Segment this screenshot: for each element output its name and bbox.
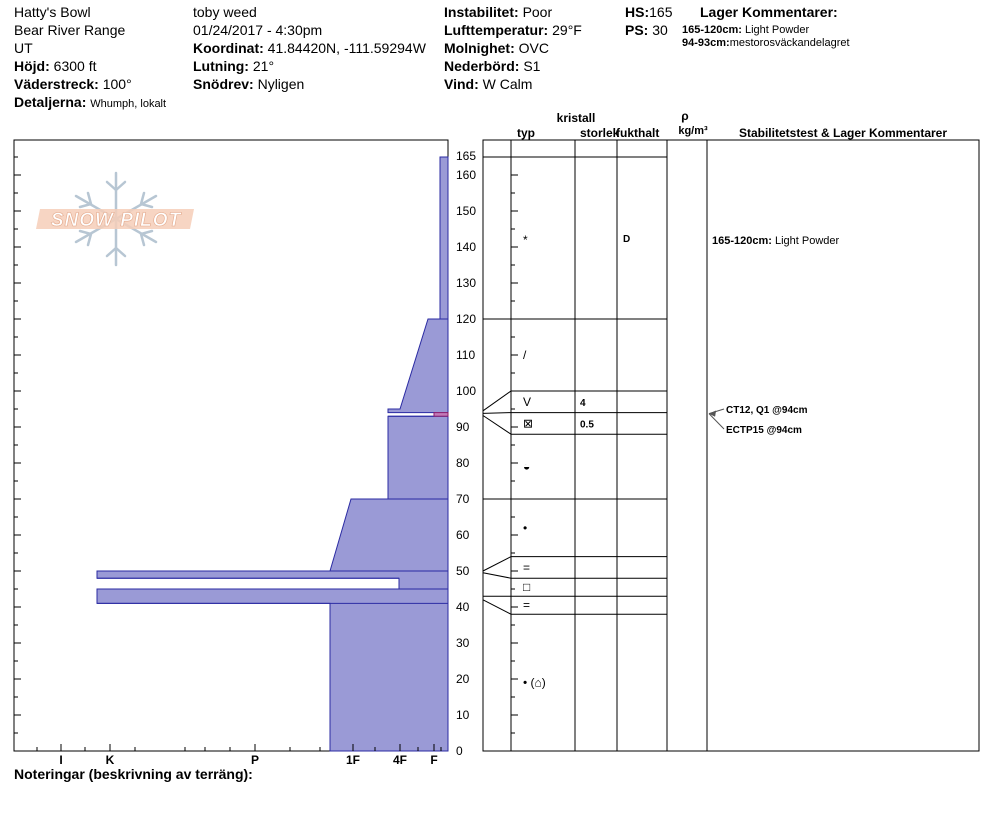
aspect-value: 100° [102,76,132,92]
depth-label-100: 100 [456,384,477,398]
depth-label-130: 130 [456,276,477,290]
hardness-label-i: I [59,753,63,767]
depth-label-0: 0 [456,744,463,758]
layer-cells [523,233,840,690]
grain-symbol-7: □ [523,580,531,595]
grain-symbol-0: * [523,232,528,247]
location-name: Hatty's Bowl [14,4,91,20]
hardness-label-p: P [250,753,260,767]
layer-table-frame [483,140,979,751]
sky-label: Molnighet: [444,40,515,56]
sky-value: OVC [518,40,549,56]
col-crystal: kristall [556,111,596,125]
layer-comment-1-text: Light Powder [745,24,810,36]
aspect-label: Väderstreck: [14,76,99,92]
hs-label: HS: [625,4,650,20]
grain-symbol-9: • (⌂) [523,675,546,690]
slope-value: 21° [252,58,275,74]
ps-label: PS: [625,22,649,38]
mountain-range: Bear River Range [14,22,126,38]
layer-comment-1-range: 165-120cm: [682,24,742,36]
drift-label: Snödrev: [193,76,254,92]
moisture-0: D [623,233,631,245]
ps-value: 30 [652,22,668,38]
col-rho: ρ [681,109,689,123]
grain-size-2: 4 [580,397,586,409]
depth-label-140: 140 [456,240,477,254]
col-type: typ [517,126,535,140]
left-axis-ticks [14,157,21,751]
depth-axis-labels [456,149,476,758]
layer-comment-2-range: 94-93cm: [682,37,730,49]
chart-layer-comment-range: 165-120cm: [712,234,775,247]
slope-label: Lutning: [193,58,249,74]
depth-label-110: 110 [456,348,476,362]
depth-label-165: 165 [456,149,477,163]
logo-text: SNOW PILOT [50,210,182,231]
depth-label-120: 120 [456,312,477,326]
drift-value: Nyligen [257,76,305,92]
observer: toby weed [193,4,257,20]
wind-label: Vind: [444,76,479,92]
column-dividers [511,140,707,751]
layer-comments-title: Lager Kommentarer: [700,4,838,20]
airtemp-label: Lufttemperatur: [444,22,549,38]
depth-label-20: 20 [456,672,470,686]
depth-label-60: 60 [456,528,470,542]
datetime: 01/24/2017 - 4:30pm [193,22,323,38]
hs-value: 165 [649,4,673,20]
col-stability: Stabilitetstest & Lager Kommentarer [738,126,948,140]
grain-symbol-3: ⊠ [523,416,534,431]
stability-tests [709,405,808,436]
depth-label-30: 30 [456,636,470,650]
col-density-unit: kg/m³ [678,125,708,137]
depth-label-150: 150 [456,204,477,218]
stability-value: Poor [522,4,553,20]
notes-label: Noteringar (beskrivning av terräng): [14,766,253,782]
stability-test-0: CT12, Q1 @94cm [726,405,808,416]
wind-value: W Calm [482,76,533,92]
snowpilot-logo [36,173,194,265]
depth-label-10: 10 [456,708,470,722]
hardness-bars [97,157,448,751]
grain-symbol-8: = [523,598,531,613]
stability-arrow-1 [709,414,724,429]
col-size: storlek [580,126,620,140]
hardness-label-1f: 1F [345,753,361,767]
details-value: Whumph, lokalt [90,98,167,110]
grain-symbol-6: = [523,560,531,575]
grain-symbol-1: / [523,348,527,362]
grain-symbol-5: • [523,520,528,535]
stability-test-1: ECTP15 @94cm [726,425,802,436]
inner-axis-ticks [511,157,518,751]
layer-comment-2-text: mestorosväckandelagret [729,37,850,49]
precip-label: Nederbörd: [444,58,520,74]
elevation-value: 6300 ft [53,58,97,74]
chart-layer-comment [712,235,840,247]
state: UT [14,40,33,56]
grain-size-3: 0.5 [580,419,594,431]
stability-label: Instabilitet: [444,4,519,20]
grain-symbol-2: V [523,394,532,409]
hardness-profile [97,157,448,751]
depth-label-50: 50 [456,564,470,578]
depth-label-40: 40 [456,600,470,614]
column-headers [517,109,947,140]
elevation-label: Höjd: [14,58,50,74]
depth-label-70: 70 [456,492,470,506]
coord-label: Koordinat: [193,40,264,56]
hardness-label-f: F [430,753,438,767]
col-moisture: fukthalt [616,126,660,140]
hardness-label-k: K [105,753,115,767]
thin-layer-marker [434,413,448,417]
chart-layer-comment-text: Light Powder [775,234,840,247]
depth-label-80: 80 [456,456,470,470]
details-label: Detaljerna: [14,94,87,110]
precip-value: S1 [523,58,541,74]
coord-value: 41.84420N, -111.59294W [267,40,426,56]
depth-label-90: 90 [456,420,470,434]
grain-symbol-4: ◒ [523,459,531,474]
airtemp-value: 29°F [552,22,582,38]
stability-arrowhead-1 [709,411,716,417]
depth-label-160: 160 [456,168,477,182]
hardness-label-4f: 4F [392,753,408,767]
